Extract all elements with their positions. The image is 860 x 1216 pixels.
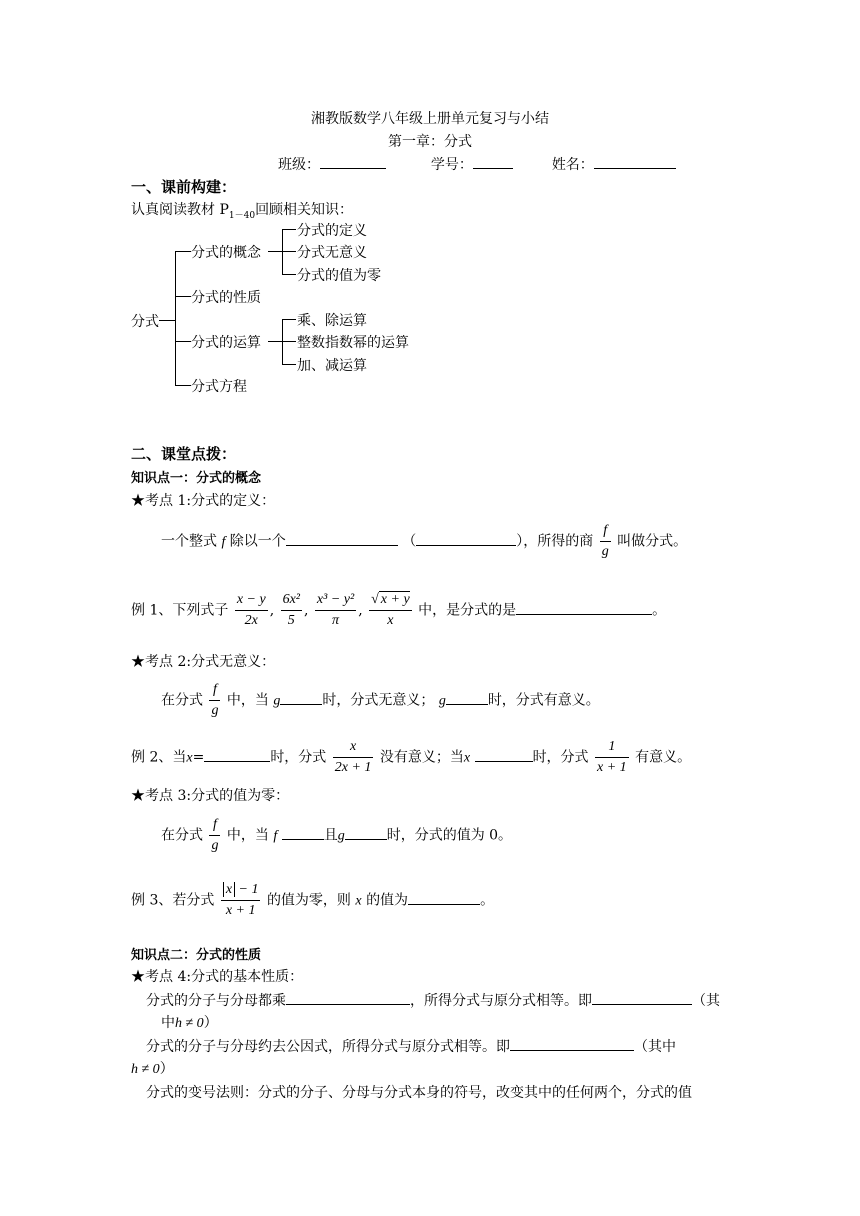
name-field[interactable]	[594, 154, 676, 169]
fraction: $\frac{\text{x³ − y²}}{\pi}$	[316, 592, 355, 628]
intro-page-range: 1－40	[228, 210, 256, 221]
tree-connector	[268, 251, 282, 252]
tree-connector	[175, 296, 191, 297]
text: 中，是分式的是	[418, 602, 517, 619]
fraction: $\frac{\text{6x²}}{5}$	[282, 592, 301, 628]
tree-connector	[268, 341, 282, 342]
fraction-f-over-g: $\frac{f}{g}$	[601, 523, 609, 559]
tree-operation-child: 乘、除运算	[297, 313, 367, 329]
doc-title: 湘教版数学八年级上册单元复习与小结	[311, 111, 549, 127]
tree-connector	[282, 229, 296, 230]
zero-rule: 在分式 $\frac{f}{g}$ 中，当 f 且g 时，分式的值为 0。	[161, 815, 512, 856]
tree-concept-child: 分式无意义	[297, 245, 367, 261]
intro-text: 认真阅读教材 P	[131, 202, 229, 218]
answer-blank[interactable]	[282, 825, 324, 840]
fraction-abs: $\frac{x - 1}{x + 1}$	[221, 880, 261, 921]
tree-connector	[175, 251, 191, 252]
fraction: $\frac{x}{2x + 1}$	[334, 739, 372, 775]
name-label: 姓名：	[551, 157, 594, 173]
test-point-4: ★考点 4:分式的基本性质：	[131, 969, 304, 985]
answer-blank[interactable]	[592, 990, 692, 1005]
property-line-2: 分式的分子与分母约去公因式，所得分式与原分式相等。即 （其中	[146, 1036, 676, 1056]
text: ），所得的商	[516, 533, 594, 550]
tree-connector	[159, 320, 175, 321]
tree-operation: 分式的运算	[191, 335, 261, 351]
answer-blank[interactable]	[280, 690, 322, 705]
math-f: f	[221, 534, 226, 550]
fraction-f-over-g: $\frac{f}{g}$	[211, 817, 219, 853]
tree-connector	[282, 341, 296, 342]
example-2: 例 2、当x= 时，分式 $\frac{x}{2x + 1}$ 没有意义；当x 时，分式 $\frac{1}{x + 1}$ 有意义。	[131, 737, 691, 778]
tree-connector	[175, 385, 191, 386]
answer-blank[interactable]	[516, 600, 652, 615]
answer-blank[interactable]	[446, 690, 488, 705]
text: （	[402, 533, 417, 550]
knowledge-point-2: 知识点二：分式的性质	[131, 948, 262, 963]
section2-title: 二、课堂点拨：	[131, 445, 237, 463]
class-field[interactable]	[320, 154, 386, 169]
tree-property: 分式的性质	[191, 290, 261, 306]
answer-blank[interactable]	[416, 531, 516, 546]
tree-connector	[175, 341, 191, 342]
fraction-sqrt: $\frac{√ x + y}{x}$	[371, 592, 410, 628]
text: 例 1、下列式子	[131, 602, 229, 619]
answer-blank[interactable]	[408, 890, 480, 905]
tree-concept-child: 分式的定义	[297, 223, 367, 239]
tree-connector	[282, 274, 296, 275]
tree-root: 分式	[131, 314, 159, 330]
example-1: 例 1、下列式子 $\frac{x - y}{2x}$ , $\frac{\text{6x²}}{5}$ , $\frac{\text{x³ − y²}}{\pi}$ , $\frac{√ x + y}{x}$ 中，是分式的是 。	[131, 590, 666, 631]
tree-connector	[282, 319, 296, 320]
answer-blank[interactable]	[345, 825, 387, 840]
intro-text-tail: 回顾相关知识：	[255, 202, 354, 218]
id-field[interactable]	[473, 154, 513, 169]
fraction: $\frac{x - y}{2x}$	[236, 592, 266, 628]
class-label: 班级：	[278, 157, 320, 173]
chapter-title: 第一章：分式	[388, 134, 472, 150]
fraction-f-over-g: $\frac{f}{g}$	[211, 682, 219, 718]
section1-title: 一、课前构建：	[131, 178, 237, 196]
tree-connector	[282, 364, 296, 365]
id-label: 学号：	[430, 157, 473, 173]
sign-rule: 分式的变号法则：分式的分子、分母与分式本身的符号，改变其中的任何两个，分式的值	[146, 1085, 692, 1101]
example-3: 例 3、若分式 $\frac{x - 1}{x + 1}$ 的值为零，则 x 的值为 。	[131, 880, 494, 921]
tree-operation-child: 整数指数幂的运算	[297, 335, 409, 351]
section1-intro	[131, 199, 353, 221]
test-point-2: ★考点 2:分式无意义：	[131, 654, 276, 670]
knowledge-point-1: 知识点一：分式的概念	[131, 471, 262, 486]
tree-connector	[175, 251, 176, 385]
answer-blank[interactable]	[286, 990, 410, 1005]
student-info-row	[278, 154, 676, 174]
answer-blank[interactable]	[286, 531, 398, 546]
property-line-1-cont: 中h ≠ 0）	[161, 1015, 218, 1031]
tree-connector	[282, 251, 296, 252]
test-point-1: ★考点 1:分式的定义：	[131, 493, 276, 509]
test-point-3: ★考点 3:分式的值为零：	[131, 788, 290, 804]
definition-line	[161, 521, 687, 562]
text: 一个整式	[161, 533, 217, 550]
answer-blank[interactable]	[475, 747, 533, 762]
text: 叫做分式。	[617, 533, 688, 550]
property-line-2-cont: h ≠ 0）	[131, 1061, 174, 1077]
tree-equation: 分式方程	[191, 379, 247, 395]
tree-concept: 分式的概念	[191, 245, 261, 261]
undefined-rule: 在分式 $\frac{f}{g}$ 中，当 g 时，分式无意义； g 时，分式有意义。	[161, 680, 600, 721]
fraction: $\frac{1}{x + 1}$	[597, 739, 627, 775]
text: 除以一个	[229, 533, 286, 550]
tree-concept-child: 分式的值为零	[297, 268, 381, 284]
tree-operation-child: 加、减运算	[297, 358, 367, 374]
property-line-1: 分式的分子与分母都乘 ，所得分式与原分式相等。即 （其	[146, 990, 720, 1010]
answer-blank[interactable]	[204, 747, 270, 762]
answer-blank[interactable]	[510, 1036, 634, 1051]
